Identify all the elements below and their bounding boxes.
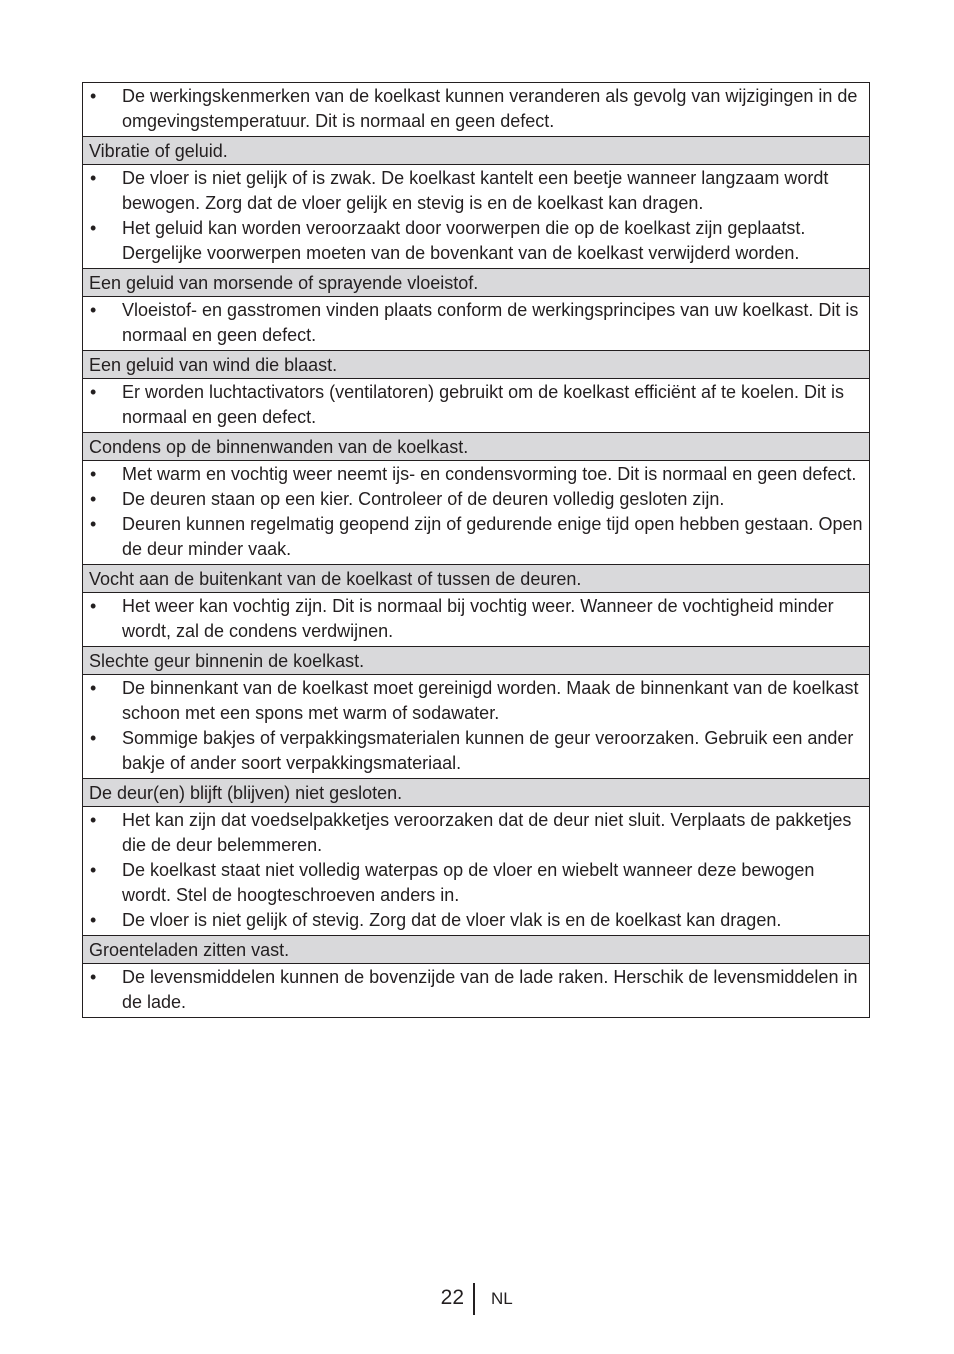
- list-item-text: Deuren kunnen regelmatig geopend zijn of gedurende enige tijd open hebben gestaan. Open de deur minder vaak.: [122, 514, 863, 559]
- bullet-icon: •: [90, 678, 97, 698]
- bullet-icon: •: [90, 489, 97, 509]
- list-item: [89, 808, 863, 858]
- list-item-text: Vloeistof- en gasstromen vinden plaats conform de werkingsprincipes van uw koelkast. Dit is normaal en geen defect.: [122, 300, 859, 345]
- section-body: [83, 806, 869, 935]
- list-item-text: De werkingskenmerken van de koelkast kunnen veranderen als gevolg van wijzigingen in de omgevingstemperatuur. Dit is normaal en geen defect.: [122, 86, 858, 131]
- list-item-text: De vloer is niet gelijk of is zwak. De koelkast kantelt een beetje wanneer langzaam wordt bewogen. Zorg dat de vloer gelijk en stevig is en de koelkast kan dragen.: [122, 168, 829, 213]
- list-item-text: De vloer is niet gelijk of stevig. Zorg dat de vloer vlak is en de koelkast kan dragen.: [122, 910, 782, 930]
- section-body: [83, 296, 869, 350]
- section-header: Vibratie of geluid.: [83, 136, 869, 164]
- bullet-icon: •: [90, 168, 97, 188]
- bullet-icon: •: [90, 910, 97, 930]
- section-header: Een geluid van wind die blaast.: [83, 350, 869, 378]
- list-item: [89, 487, 863, 512]
- list-item: [89, 84, 863, 134]
- section-header: Een geluid van morsende of sprayende vloeistof.: [83, 268, 869, 296]
- list-item-text: De koelkast staat niet volledig waterpas op de vloer en wiebelt wanneer deze bewogen wordt. Stel de hoogteschroeven anders in.: [122, 860, 815, 905]
- section-body: [83, 592, 869, 646]
- bullet-icon: •: [90, 860, 97, 880]
- list-item: [89, 594, 863, 644]
- section-header: De deur(en) blijft (blijven) niet gesloten.: [83, 778, 869, 806]
- list-item: [89, 965, 863, 1015]
- bullet-icon: •: [90, 300, 97, 320]
- list-item-text: Het kan zijn dat voedselpakketjes veroorzaken dat de deur niet sluit. Verplaats de pakketjes die de deur belemmeren.: [122, 810, 852, 855]
- list-item: [89, 380, 863, 430]
- list-item-text: Sommige bakjes of verpakkingsmaterialen kunnen de geur veroorzaken. Gebruik een ander bakje of ander soort verpakkingsmateriaal.: [122, 728, 854, 773]
- list-item: [89, 676, 863, 726]
- list-item-text: Met warm en vochtig weer neemt ijs- en condensvorming toe. Dit is normaal en geen defect.: [122, 464, 857, 484]
- page-footer: [0, 1283, 954, 1315]
- list-item: [89, 298, 863, 348]
- section-header: Slechte geur binnenin de koelkast.: [83, 646, 869, 674]
- language-code: NL: [491, 1289, 513, 1308]
- list-item: [89, 726, 863, 776]
- section-header: Groenteladen zitten vast.: [83, 935, 869, 963]
- bullet-icon: •: [90, 218, 97, 238]
- list-item: [89, 512, 863, 562]
- list-item-text: Het geluid kan worden veroorzaakt door voorwerpen die op de koelkast zijn geplaatst. Dergelijke voorwerpen moeten van de bovenkant van de koelkast verwijderd worden.: [122, 218, 806, 263]
- bullet-icon: •: [90, 464, 97, 484]
- list-item-text: De deuren staan op een kier. Controleer of de deuren volledig gesloten zijn.: [122, 489, 725, 509]
- list-item-text: Het weer kan vochtig zijn. Dit is normaal bij vochtig weer. Wanneer de vochtigheid minder wordt, zal de condens verdwijnen.: [122, 596, 834, 641]
- section-body: [83, 164, 869, 268]
- section-header: Condens op de binnenwanden van de koelkast.: [83, 432, 869, 460]
- list-item: [89, 462, 863, 487]
- list-item-text: De binnenkant van de koelkast moet gereinigd worden. Maak de binnenkant van de koelkast schoon met een spons met warm of sodawater.: [122, 678, 859, 723]
- bullet-icon: •: [90, 728, 97, 748]
- section-body: [83, 963, 869, 1017]
- page-number: 22: [440, 1286, 464, 1309]
- bullet-icon: •: [90, 382, 97, 402]
- section-body: [83, 674, 869, 778]
- bullet-icon: •: [90, 967, 97, 987]
- bullet-icon: •: [90, 810, 97, 830]
- bullet-icon: •: [90, 86, 97, 106]
- section-body: [83, 83, 869, 136]
- section-header: Vocht aan de buitenkant van de koelkast of tussen de deuren.: [83, 564, 869, 592]
- section-body: [83, 460, 869, 564]
- troubleshooting-table: [82, 82, 870, 1018]
- bullet-icon: •: [90, 596, 97, 616]
- list-item: [89, 216, 863, 266]
- bullet-icon: •: [90, 514, 97, 534]
- list-item: [89, 166, 863, 216]
- list-item-text: Er worden luchtactivators (ventilatoren) gebruikt om de koelkast efficiënt af te koelen. Dit is normaal en geen defect.: [122, 382, 845, 427]
- list-item: [89, 908, 863, 933]
- list-item: [89, 858, 863, 908]
- section-body: [83, 378, 869, 432]
- list-item-text: De levensmiddelen kunnen de bovenzijde van de lade raken. Herschik de levensmiddelen in de lade.: [122, 967, 858, 1012]
- footer-divider: [473, 1283, 475, 1315]
